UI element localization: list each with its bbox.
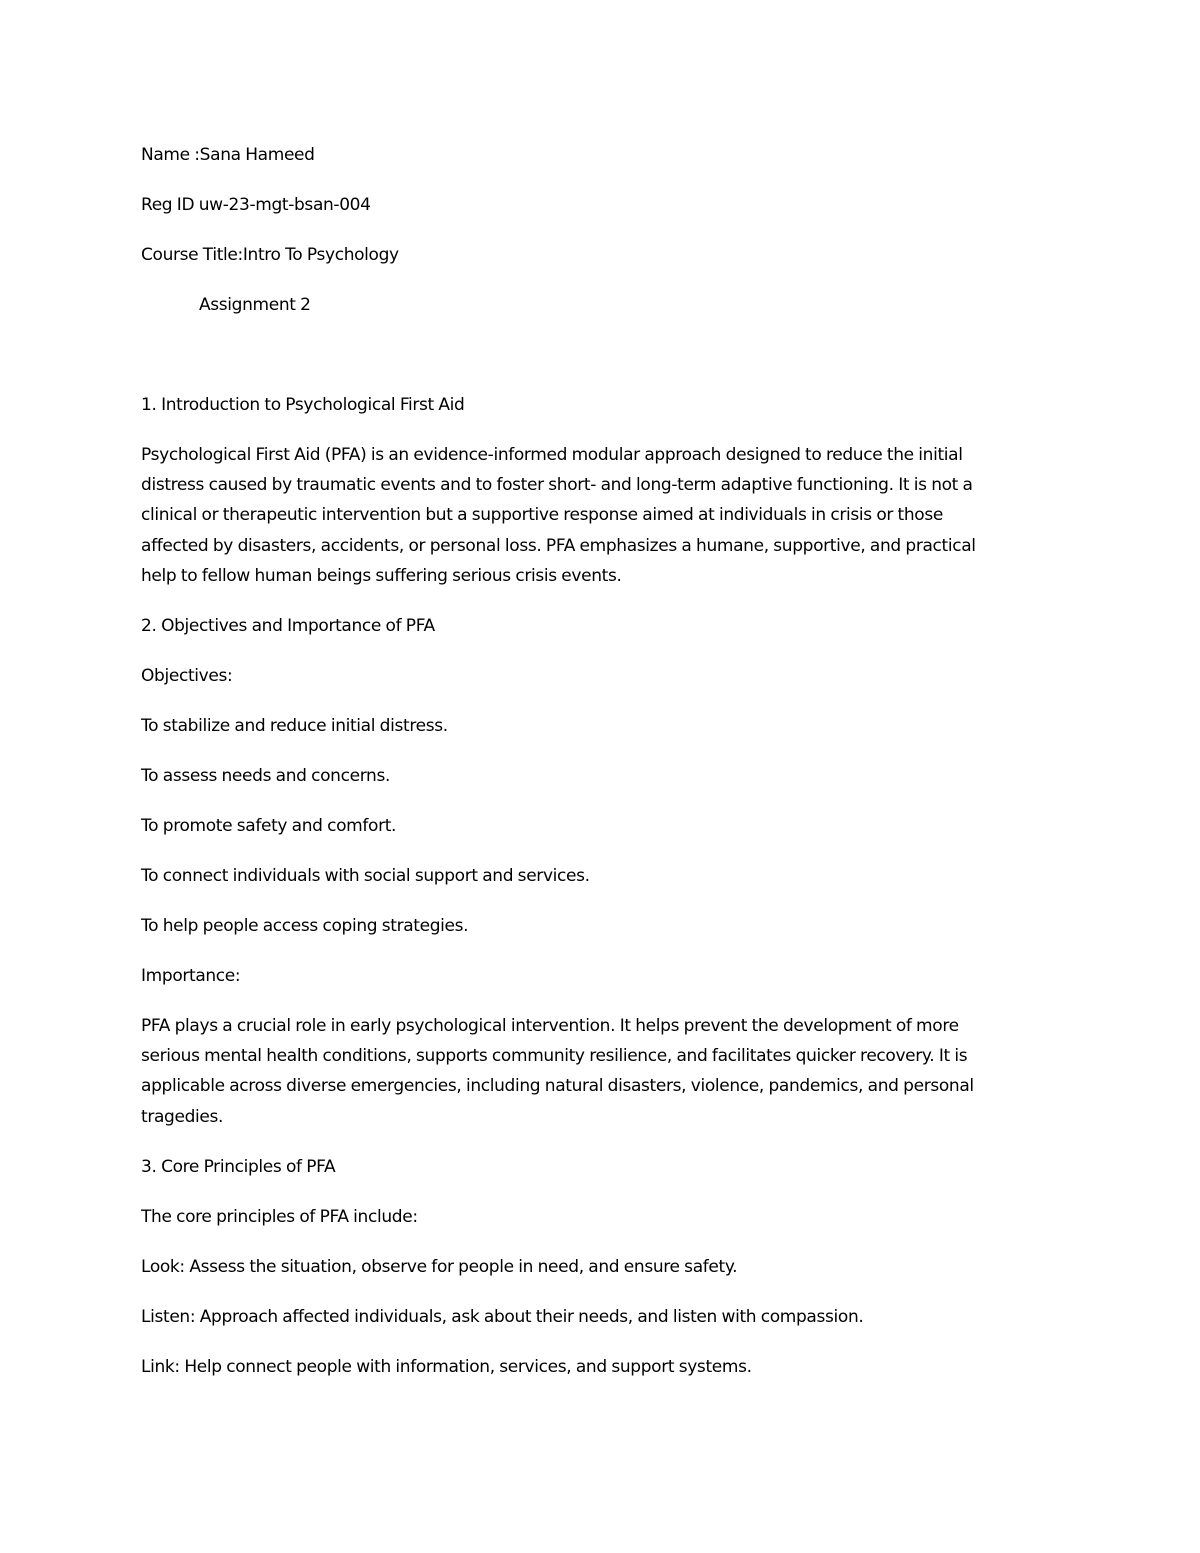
- paragraph-line: serious mental health conditions, supports community resilience, and facilitates quicker recovery. It is: [141, 1046, 968, 1067]
- objective-item: To connect individuals with social support and services.: [141, 865, 590, 886]
- paragraph-line: PFA plays a crucial role in early psychological intervention. It helps prevent the development of more: [141, 1015, 959, 1036]
- section-heading-introduction: 1. Introduction to Psychological First Aid: [141, 395, 465, 415]
- paragraph-line: distress caused by traumatic events and to foster short- and long-term adaptive functioning. It is not a: [141, 475, 973, 496]
- objective-item: To promote safety and comfort.: [141, 815, 397, 836]
- registration-id: Reg ID uw-23-mgt-bsan-004: [141, 195, 371, 215]
- section-heading-objectives-importance: 2. Objectives and Importance of PFA: [141, 615, 435, 636]
- importance-label: Importance:: [141, 965, 241, 986]
- student-name: Name :Sana Hameed: [141, 145, 315, 165]
- principle-item-look: Look: Assess the situation, observe for people in need, and ensure safety.: [141, 1256, 738, 1277]
- document-body: [141, 140, 1061, 1402]
- assignment-title: Assignment 2: [199, 295, 311, 315]
- objectives-label: Objectives:: [141, 665, 233, 686]
- paragraph-line: clinical or therapeutic intervention but a supportive response aimed at individuals in crisis or those: [141, 505, 943, 526]
- principle-item-link: Link: Help connect people with information, services, and support systems.: [141, 1356, 752, 1377]
- objective-item: To assess needs and concerns.: [141, 765, 391, 786]
- introduction-paragraph: [141, 440, 1061, 591]
- principles-lead: The core principles of PFA include:: [141, 1206, 418, 1227]
- objective-item: To help people access coping strategies.: [141, 915, 469, 936]
- paragraph-line: tragedies.: [141, 1106, 224, 1127]
- importance-paragraph: [141, 1011, 1061, 1132]
- paragraph-line: Psychological First Aid (PFA) is an evidence-informed modular approach designed to reduce the initial: [141, 445, 963, 465]
- course-title: Course Title:Intro To Psychology: [141, 245, 399, 265]
- paragraph-line: applicable across diverse emergencies, including natural disasters, violence, pandemics, and personal: [141, 1076, 974, 1097]
- principle-item-listen: Listen: Approach affected individuals, ask about their needs, and listen with compassion.: [141, 1306, 864, 1327]
- paragraph-line: affected by disasters, accidents, or personal loss. PFA emphasizes a humane, supportive, and practical: [141, 535, 976, 556]
- objective-item: To stabilize and reduce initial distress.: [141, 715, 448, 736]
- section-heading-core-principles: 3. Core Principles of PFA: [141, 1156, 336, 1177]
- paragraph-line: help to fellow human beings suffering serious crisis events.: [141, 565, 622, 586]
